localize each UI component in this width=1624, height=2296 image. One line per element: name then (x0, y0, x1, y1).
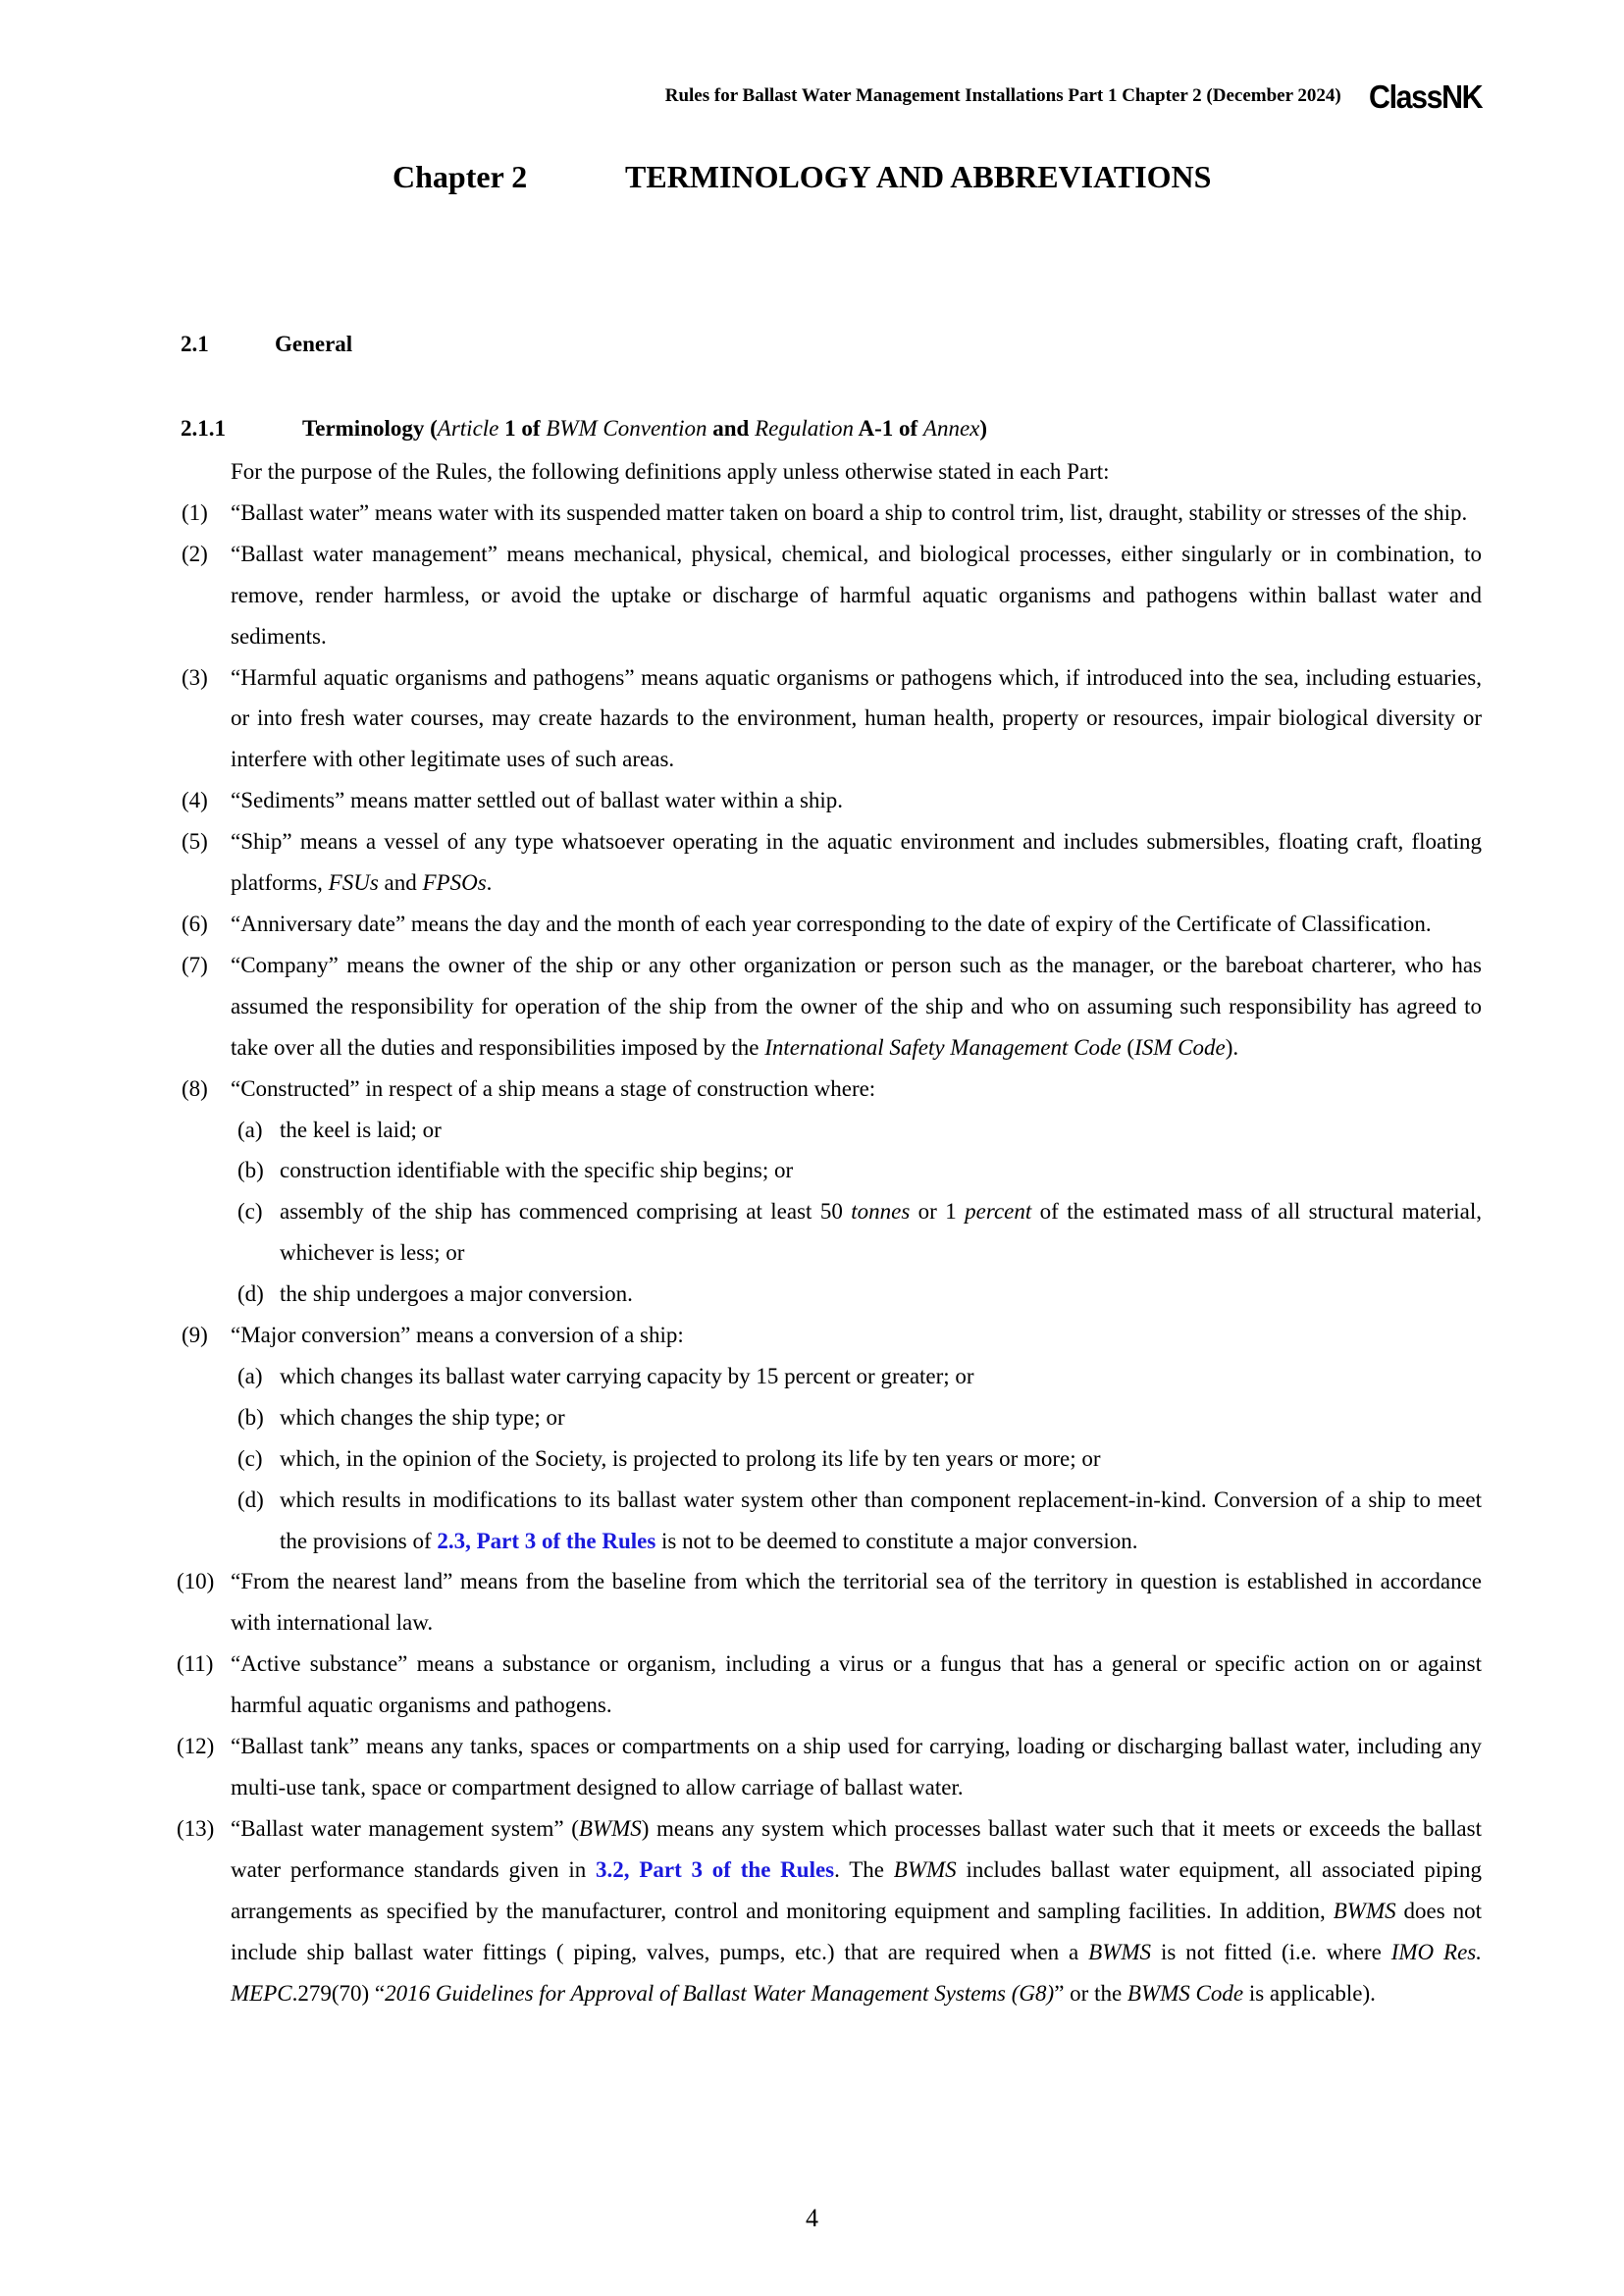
sub-item-text: which, in the opinion of the Society, is projected to prolong its life by ten years or more; or (280, 1445, 1101, 1471)
subsection-title: Terminology (Article 1 of BWM Convention and Regulation A-1 of Annex) (302, 416, 988, 441)
item-text: “Ballast water management system” (BWMS) means any system which processes ballast water such that it meets or exceeds the ballast water performance standards given in 3.2, Part 3 of the Rules. The BWMS includes ballast water equipment, all associated piping arrangements as specified by the manufacturer, control and monitoring equipment and sampling facilities. In addition, BWMS does not include ship ballast water fittings ( piping, valves, pumps, etc.) that are required when a BWMS is not fitted (i.e. where IMO Res. MEPC.279(70) “2016 Guidelines for Approval of Ballast Water Management Systems (G8)” or the BWMS Code is applicable). (231, 1815, 1483, 2006)
subsection-number: 2.1.1 (181, 416, 226, 441)
running-title: Rules for Ballast Water Management Installations Part 1 Chapter 2 (December 2024) (664, 85, 1341, 106)
page-number: 4 (806, 2204, 818, 2232)
item-text: “Anniversary date” means the day and the month of each year corresponding to the date of expiry of the Certificate of Classification. (231, 911, 1432, 936)
sub-item-label: (b) (237, 1158, 264, 1183)
rules-link-2-3[interactable]: 2.3, Part 3 of the Rules (437, 1528, 656, 1553)
definition-item (182, 780, 1482, 821)
sub-item (237, 1397, 1482, 1438)
sub-item (237, 1438, 1482, 1480)
definition-item (177, 1726, 1482, 1808)
sub-item-text: the keel is laid; or (280, 1117, 442, 1142)
sub-item-text: construction identifiable with the specific ship begins; or (280, 1158, 794, 1183)
sub-item (237, 1356, 1482, 1397)
sub-item (237, 1110, 1482, 1151)
sub-item-label: (c) (237, 1445, 263, 1471)
rules-link-3-2[interactable]: 3.2, Part 3 of the Rules (596, 1856, 835, 1882)
section-title: General (275, 332, 353, 356)
sub-item-label: (d) (237, 1487, 264, 1512)
definition-item (177, 1561, 1482, 1644)
item-text: “Ship” means a vessel of any type whatsoever operating in the aquatic environment and includes submersibles, floating craft, floating platforms, FSUs and FPSOs. (231, 829, 1482, 896)
chapter-title (0, 159, 1624, 202)
sub-item-label: (d) (237, 1281, 264, 1307)
item-text: “Harmful aquatic organisms and pathogens” means aquatic organisms or pathogens which, if introduced into the sea, including estuaries, or into fresh water courses, may create hazards to the environment, human health, property or resources, impair biological diversity or interfere with other legitimate uses of such areas. (231, 664, 1482, 772)
item-text: “Active substance” means a substance or organism, including a virus or a fungus that has a general or specific action on or against harmful aquatic organisms and pathogens. (231, 1651, 1482, 1718)
item-text: “Constructed” in respect of a ship means a stage of construction where: (231, 1075, 876, 1101)
chapter-heading: TERMINOLOGY AND ABBREVIATIONS (625, 159, 1212, 194)
item-text: “From the nearest land” means from the baseline from which the territorial sea of the territory in question is established in accordance with international law. (231, 1569, 1482, 1636)
sub-item (237, 1274, 1482, 1315)
section-number: 2.1 (181, 332, 209, 356)
definition-item (182, 1069, 1482, 1110)
definition-item (177, 1644, 1482, 1726)
sub-item-label: (c) (237, 1199, 263, 1225)
item-label: (11) (177, 1651, 214, 1677)
sub-item-text: which changes its ballast water carrying capacity by 15 percent or greater; or (280, 1363, 974, 1388)
sub-item (237, 1480, 1482, 1562)
sub-item-label: (a) (237, 1117, 263, 1142)
classnk-logo: ClassNK (1368, 78, 1482, 115)
item-label: (6) (182, 911, 208, 936)
definition-item (177, 1808, 1483, 2014)
item-text: “Major conversion” means a conversion of a ship: (231, 1323, 684, 1348)
item-label: (12) (177, 1734, 215, 1759)
definition-item (182, 1315, 1482, 1356)
intro-paragraph: For the purpose of the Rules, the following definitions apply unless otherwise stated in each Part: (231, 459, 1110, 484)
definitions-body (0, 451, 1624, 2013)
item-label: (9) (182, 1323, 208, 1348)
definition-item (182, 534, 1482, 657)
definition-item (182, 904, 1482, 945)
definition-item (182, 493, 1482, 534)
item-text: “Ballast water” means water with its suspended matter taken on board a ship to control trim, list, draught, stability or stresses of the ship. (231, 499, 1468, 525)
sub-item (237, 1191, 1482, 1274)
item-label: (2) (182, 541, 208, 566)
definition-item (182, 657, 1482, 781)
sub-item-text: which changes the ship type; or (280, 1404, 565, 1430)
item-label: (3) (182, 664, 208, 690)
item-label: (1) (182, 499, 208, 525)
item-text: “Ballast tank” means any tanks, spaces or compartments on a ship used for carrying, loading or discharging ballast water, including any multi-use tank, space or compartment designed to allow carriage of ballast water. (231, 1734, 1482, 1800)
sub-item-label: (a) (237, 1363, 263, 1388)
item-label: (7) (182, 952, 208, 977)
item-label: (13) (177, 1815, 215, 1841)
sub-item-text: the ship undergoes a major conversion. (280, 1281, 633, 1307)
item-label: (4) (182, 788, 208, 813)
sub-item (237, 1150, 1482, 1191)
definition-item (182, 945, 1482, 1069)
definition-item (182, 821, 1482, 904)
sub-item-text: which results in modifications to its ballast water system other than component replacement-in-kind. Conversion of a ship to meet the provisions of 2.3, Part 3 of the Rules is not to be deemed to constitute a major conversion. (280, 1487, 1482, 1553)
running-header (589, 77, 1482, 116)
item-text: “Ballast water management” means mechanical, physical, chemical, and biological processes, either singularly or in combination, to remove, render harmless, or avoid the uptake or discharge of harmful aquatic organisms and pathogens within ballast water and sediments. (231, 541, 1482, 649)
sub-item-label: (b) (237, 1404, 264, 1430)
chapter-number: Chapter 2 (393, 159, 528, 194)
item-label: (10) (177, 1569, 215, 1594)
item-text: “Sediments” means matter settled out of ballast water within a ship. (231, 788, 844, 813)
item-text: “Company” means the owner of the ship or any other organization or person such as the manager, or the bareboat charterer, who has assumed the responsibility for operation of the ship from the owner of the ship and who on assuming such responsibility has agreed to take over all the duties and responsibilities imposed by the International Safety Management Code (ISM Code). (231, 952, 1482, 1060)
item-label: (5) (182, 829, 208, 855)
item-label: (8) (182, 1075, 208, 1101)
sub-item-text: assembly of the ship has commenced comprising at least 50 tonnes or 1 percent of the estimated mass of all structural material, whichever is less; or (280, 1199, 1482, 1266)
